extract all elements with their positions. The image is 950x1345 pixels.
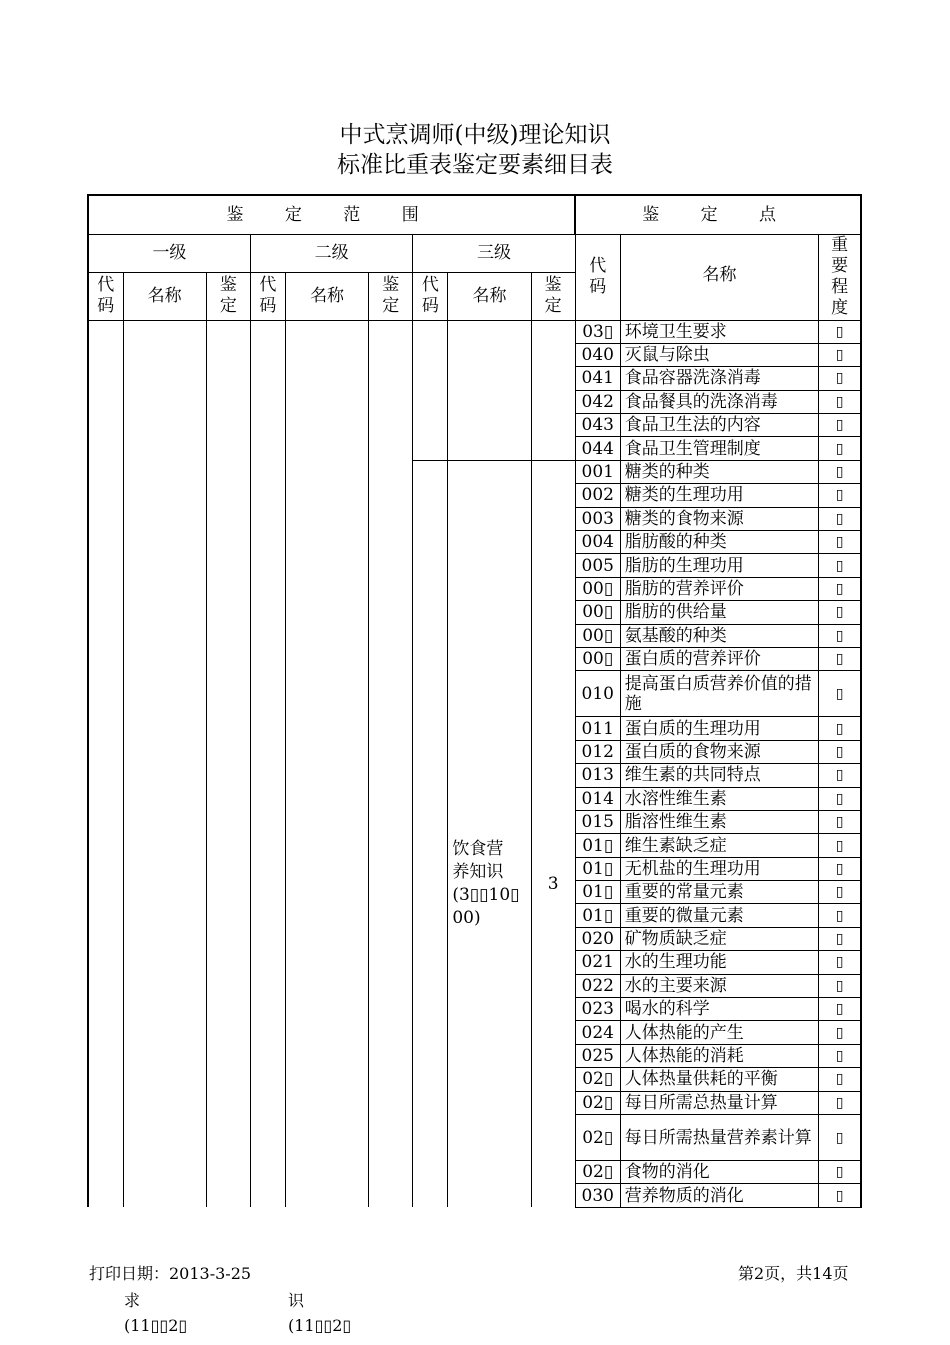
point-code: 00▯ — [575, 624, 620, 647]
print-date: 打印日期：2013-3-25 — [89, 1264, 252, 1283]
l1-assess-cell — [206, 320, 250, 1207]
point-code: 01▯ — [575, 834, 620, 857]
point-name: 营养物质的消化 — [620, 1184, 819, 1207]
point-name: 脂肪的营养评价 — [620, 577, 819, 600]
point-name: 提高蛋白质营养价值的措施 — [620, 671, 819, 717]
l3-code-header: 代 码 — [413, 272, 448, 320]
point-importance: ▯ — [819, 601, 861, 624]
point-code: 023 — [575, 998, 620, 1021]
point-code: 043 — [575, 414, 620, 437]
l2-name-header: 名称 — [285, 272, 368, 320]
scope-header: 鉴 定 范 围 — [88, 195, 575, 234]
point-importance: ▯ — [819, 764, 861, 787]
element-table — [87, 194, 862, 1208]
point-code: 014 — [575, 787, 620, 810]
point-importance: ▯ — [819, 1115, 861, 1161]
point-name: 维生素的共同特点 — [620, 764, 819, 787]
point-name: 喝水的科学 — [620, 998, 819, 1021]
l3-name-header: 名称 — [448, 272, 531, 320]
point-importance: ▯ — [819, 624, 861, 647]
point-header: 鉴 定 点 — [575, 195, 861, 234]
point-importance: ▯ — [819, 1161, 861, 1184]
point-importance: ▯ — [819, 1068, 861, 1091]
l1-name-cell — [123, 320, 206, 1207]
point-name: 蛋白质的营养评价 — [620, 647, 819, 670]
point-importance: ▯ — [819, 320, 861, 343]
point-importance: ▯ — [819, 460, 861, 483]
point-importance: ▯ — [819, 437, 861, 460]
point-importance: ▯ — [819, 927, 861, 950]
point-code: 012 — [575, 740, 620, 763]
point-importance: ▯ — [819, 531, 861, 554]
point-code: 001 — [575, 460, 620, 483]
point-name-header: 名称 — [620, 234, 819, 320]
point-importance: ▯ — [819, 951, 861, 974]
point-code: 02▯ — [575, 1068, 620, 1091]
section3-name-line: 00) — [452, 908, 481, 929]
l1-assess-header: 鉴 定 — [206, 272, 250, 320]
l3-code-cell-prev — [413, 320, 448, 460]
point-code: 015 — [575, 810, 620, 833]
point-code: 041 — [575, 367, 620, 390]
point-importance: ▯ — [819, 1091, 861, 1114]
point-name: 环境卫生要求 — [620, 320, 819, 343]
point-importance: ▯ — [819, 834, 861, 857]
l1-code-cell — [88, 320, 123, 1207]
point-code: 025 — [575, 1044, 620, 1067]
point-name: 每日所需总热量计算 — [620, 1091, 819, 1114]
point-importance: ▯ — [819, 1021, 861, 1044]
point-code: 013 — [575, 764, 620, 787]
point-importance: ▯ — [819, 717, 861, 740]
overflow-text-a2: (11▯▯2▯ — [124, 1316, 188, 1335]
table-row — [88, 320, 861, 343]
section3-name-line: (3▯▯10▯ — [452, 885, 520, 906]
point-name: 脂肪的生理功用 — [620, 554, 819, 577]
overflow-text-a1: 求 — [124, 1291, 141, 1310]
point-importance: ▯ — [819, 390, 861, 413]
l1-code-header: 代 码 — [88, 272, 123, 320]
point-name: 无机盐的生理功用 — [620, 857, 819, 880]
point-name: 食品餐具的洗涤消毒 — [620, 390, 819, 413]
point-code: 005 — [575, 554, 620, 577]
point-name: 蛋白质的食物来源 — [620, 740, 819, 763]
point-importance: ▯ — [819, 343, 861, 366]
overflow-text-b2: (11▯▯2▯ — [288, 1316, 352, 1335]
point-name: 水的生理功能 — [620, 951, 819, 974]
l2-assess-header: 鉴 定 — [369, 272, 413, 320]
point-code: 021 — [575, 951, 620, 974]
point-importance: ▯ — [819, 671, 861, 717]
point-importance: ▯ — [819, 1184, 861, 1207]
point-code: 02▯ — [575, 1161, 620, 1184]
l3-name-cell-prev — [448, 320, 531, 460]
point-name: 脂肪酸的种类 — [620, 531, 819, 554]
point-code: 011 — [575, 717, 620, 740]
point-code: 030 — [575, 1184, 620, 1207]
point-name: 人体热能的消耗 — [620, 1044, 819, 1067]
point-importance: ▯ — [819, 577, 861, 600]
point-name: 糖类的生理功用 — [620, 484, 819, 507]
point-name: 人体热能的产生 — [620, 1021, 819, 1044]
level1-header: 一级 — [88, 234, 250, 272]
point-code: 00▯ — [575, 647, 620, 670]
point-name: 重要的微量元素 — [620, 904, 819, 927]
point-importance: ▯ — [819, 881, 861, 904]
point-name: 糖类的食物来源 — [620, 507, 819, 530]
point-code-header: 代 码 — [575, 234, 620, 320]
point-importance: ▯ — [819, 554, 861, 577]
page-info: 第2页，共14页 — [738, 1264, 849, 1283]
point-code: 03▯ — [575, 320, 620, 343]
point-code: 022 — [575, 974, 620, 997]
point-name: 人体热量供耗的平衡 — [620, 1068, 819, 1091]
l2-name-cell — [285, 320, 368, 1207]
importance-header: 重 要 程 度 — [819, 234, 861, 320]
point-name: 脂溶性维生素 — [620, 810, 819, 833]
level2-header: 二级 — [250, 234, 412, 272]
point-code: 00▯ — [575, 601, 620, 624]
point-importance: ▯ — [819, 1044, 861, 1067]
point-code: 024 — [575, 1021, 620, 1044]
point-code: 01▯ — [575, 881, 620, 904]
point-name: 糖类的种类 — [620, 460, 819, 483]
point-code: 042 — [575, 390, 620, 413]
page-title-line1: 中式烹调师(中级)理论知识 — [339, 122, 611, 148]
point-importance: ▯ — [819, 974, 861, 997]
point-name: 每日所需热量营养素计算 — [620, 1115, 819, 1161]
point-importance: ▯ — [819, 367, 861, 390]
l2-assess-cell — [369, 320, 413, 1207]
point-name: 重要的常量元素 — [620, 881, 819, 904]
point-name: 氨基酸的种类 — [620, 624, 819, 647]
point-importance: ▯ — [819, 484, 861, 507]
point-name: 水的主要来源 — [620, 974, 819, 997]
point-code: 044 — [575, 437, 620, 460]
section3-name-line: 饮食营 — [452, 839, 504, 860]
l3-assess-cell-prev — [531, 320, 575, 460]
section3-name-line: 养知识 — [452, 862, 504, 883]
level3-header: 三级 — [413, 234, 575, 272]
point-importance: ▯ — [819, 740, 861, 763]
point-importance: ▯ — [819, 507, 861, 530]
point-name: 食品容器洗涤消毒 — [620, 367, 819, 390]
point-importance: ▯ — [819, 904, 861, 927]
point-importance: ▯ — [819, 647, 861, 670]
overflow-text-b1: 识 — [288, 1291, 305, 1310]
point-code: 010 — [575, 671, 620, 717]
point-importance: ▯ — [819, 810, 861, 833]
l3-assess-header: 鉴 定 — [531, 272, 575, 320]
point-name: 脂肪的供给量 — [620, 601, 819, 624]
point-code: 01▯ — [575, 857, 620, 880]
point-code: 003 — [575, 507, 620, 530]
point-name: 矿物质缺乏症 — [620, 927, 819, 950]
point-name: 维生素缺乏症 — [620, 834, 819, 857]
point-importance: ▯ — [819, 787, 861, 810]
point-importance: ▯ — [819, 857, 861, 880]
point-code: 040 — [575, 343, 620, 366]
section3-weight: 3 — [531, 460, 575, 1207]
point-name: 食品卫生法的内容 — [620, 414, 819, 437]
point-name: 蛋白质的生理功用 — [620, 717, 819, 740]
point-code: 002 — [575, 484, 620, 507]
page-title-line2: 标准比重表鉴定要素细目表 — [337, 152, 613, 178]
point-code: 02▯ — [575, 1091, 620, 1114]
point-code: 02▯ — [575, 1115, 620, 1161]
point-importance: ▯ — [819, 998, 861, 1021]
point-name: 水溶性维生素 — [620, 787, 819, 810]
l2-code-header: 代 码 — [250, 272, 285, 320]
section3-name — [448, 460, 531, 1207]
point-name: 灭鼠与除虫 — [620, 343, 819, 366]
section3-code — [413, 460, 448, 1207]
point-code: 004 — [575, 531, 620, 554]
point-name: 食物的消化 — [620, 1161, 819, 1184]
point-code: 01▯ — [575, 904, 620, 927]
point-name: 食品卫生管理制度 — [620, 437, 819, 460]
l1-name-header: 名称 — [123, 272, 206, 320]
point-code: 00▯ — [575, 577, 620, 600]
point-code: 020 — [575, 927, 620, 950]
l2-code-cell — [250, 320, 285, 1207]
point-importance: ▯ — [819, 414, 861, 437]
